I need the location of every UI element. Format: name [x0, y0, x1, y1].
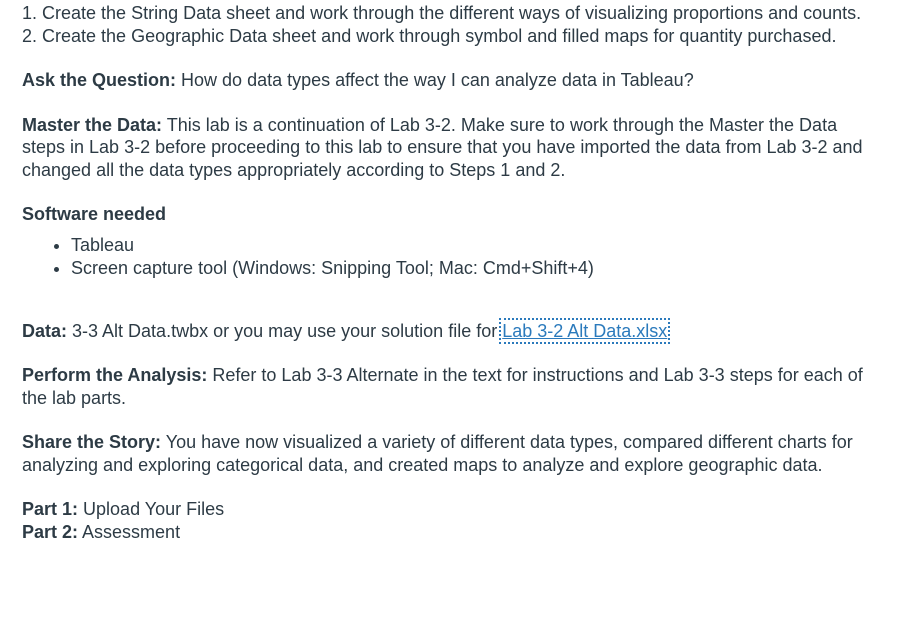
part-2-label: Part 2: [22, 521, 79, 542]
perform-the-analysis [22, 364, 882, 409]
data-section [22, 320, 882, 343]
intro-steps [22, 2, 882, 47]
data-label: Data: [22, 320, 68, 341]
share-text: You have now visualized a variety of different data types, compared different charts for analyzing and exploring categorical data, and created maps to analyze and explore geographic data. [22, 432, 853, 475]
intro-step-2: 2. Create the Geographic Data sheet and work through symbol and filled maps for quantity purchased. [22, 25, 837, 46]
ask-the-question [22, 69, 882, 92]
parts-list [22, 498, 882, 543]
share-the-story [22, 431, 882, 476]
ask-text: How do data types affect the way I can analyze data in Tableau? [176, 70, 694, 90]
software-heading [22, 203, 882, 226]
master-text: This lab is a continuation of Lab 3-2. Make sure to work through the Master the Data steps in Lab 3-2 before proceeding to this lab to ensure that you have imported the data from Lab 3-2 and changed all the data types appropriately according to Steps 1 and 2. [22, 114, 863, 180]
perform-label: Perform the Analysis: [22, 365, 208, 385]
share-label: Share the Story: [22, 432, 162, 452]
software-item-tableau: • Tableau [71, 234, 882, 257]
intro-step-1: 1. Create the String Data sheet and work through the different ways of visualizing proportions and counts. [22, 3, 862, 23]
part-2-text: Assessment [78, 521, 181, 542]
master-the-data [22, 114, 882, 182]
software-heading-text: Software needed [22, 204, 167, 224]
part-2 [22, 521, 882, 544]
part-1-text: Upload Your Files [78, 499, 225, 519]
part-1 [22, 498, 882, 521]
data-text: 3-3 Alt Data.twbx or you may use your solution file for [67, 320, 503, 341]
perform-text: Refer to Lab 3-3 Alternate in the text for instructions and Lab 3-3 steps for each of the lab parts. [22, 365, 863, 408]
data-file-link[interactable]: Lab 3-2 Alt Data.xlsx [502, 320, 668, 341]
software-item-screen-capture: • Screen capture tool (Windows: Snipping Tool; Mac: Cmd+Shift+4) [71, 257, 882, 280]
software-list [22, 234, 882, 280]
part-1-label: Part 1: [22, 499, 79, 519]
master-label: Master the Data: [22, 114, 163, 135]
ask-label: Ask the Question: [22, 70, 177, 90]
